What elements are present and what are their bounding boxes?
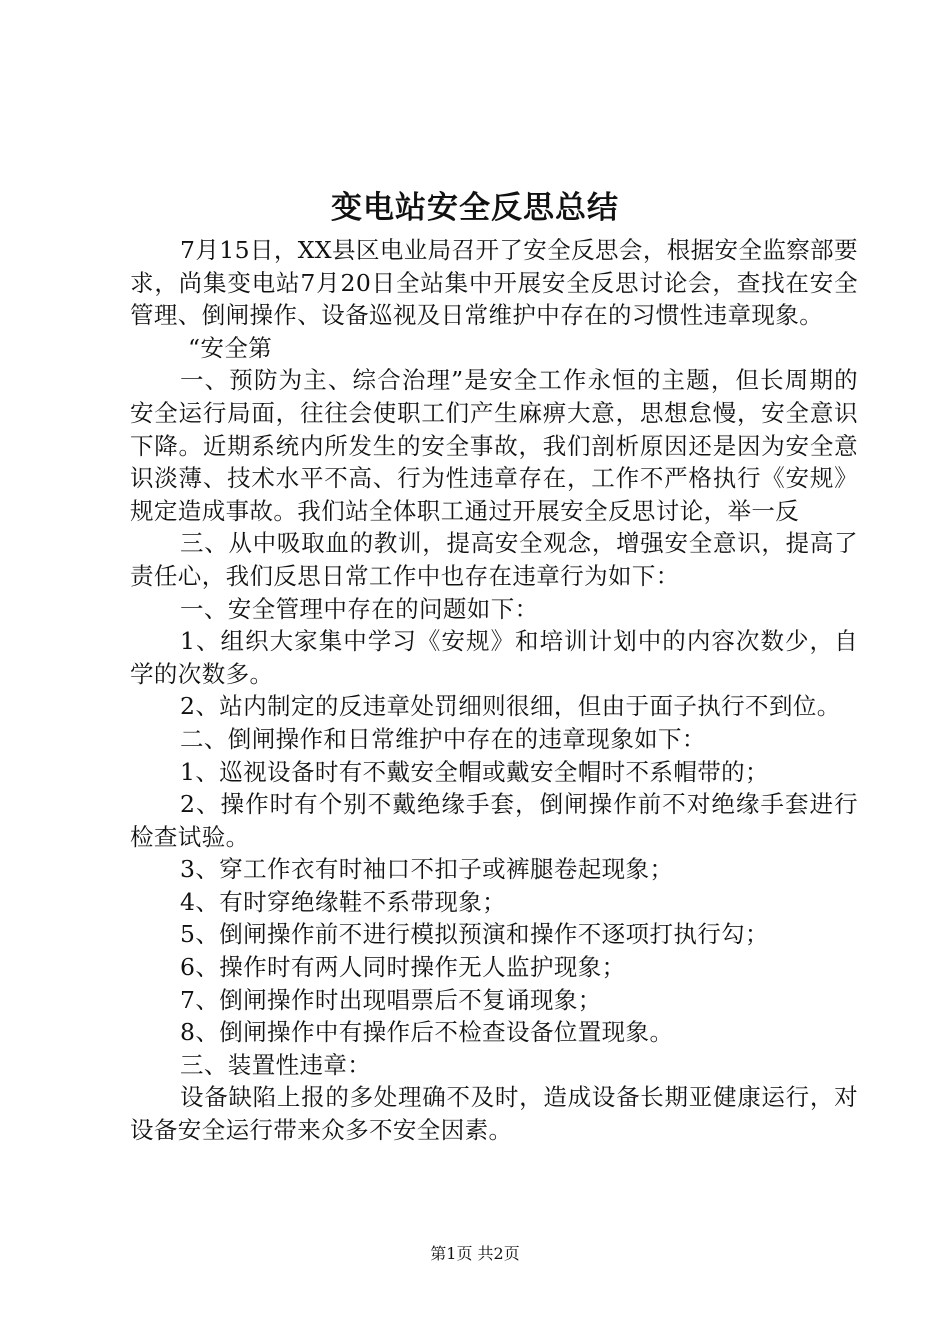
document-title: 变电站安全反思总结 — [331, 190, 619, 226]
paragraph: 设备缺陷上报的多处理确不及时，造成设备长期亚健康运行，对设备安全运行带来众多不安全因素。 — [130, 1083, 858, 1145]
paragraph: 二、倒闸操作和日常维护中存在的违章现象如下： — [180, 724, 706, 753]
document-body — [130, 234, 858, 1147]
paragraph: 3、穿工作衣有时袖口不扣子或裤腿卷起现象； — [180, 855, 674, 884]
paragraph: 一、预防为主、综合治理”是安全工作永恒的主题，但长周期的安全运行局面，往往会使职工们产生麻痹大意，思想怠慢，安全意识下降。近期系统内所发生的安全事故，我们剖析原因还是因为安全意识淡薄、技术水平不高、行为性违章存在，工作不严格执行《安规》规定造成事故。我们站全体职工通过开展安全反思讨论，举一反 — [130, 366, 858, 525]
paragraph: 一、安全管理中存在的问题如下： — [180, 594, 539, 623]
paragraph: “安全第 — [188, 333, 273, 362]
paragraph: 7、倒闸操作时出现唱票后不复诵现象； — [180, 985, 602, 1014]
page-footer: 第1页 共2页 — [430, 1244, 520, 1263]
paragraph: 三、装置性违章： — [180, 1050, 372, 1079]
paragraph: 1、组织大家集中学习《安规》和培训计划中的内容次数少，自学的次数多。 — [130, 627, 858, 688]
paragraph: 8、倒闸操作中有操作后不检查设备位置现象。 — [180, 1018, 674, 1047]
paragraph: 2、站内制定的反违章处罚细则很细，但由于面子执行不到位。 — [180, 692, 841, 721]
paragraph: 4、有时穿绝缘鞋不系带现象； — [180, 887, 507, 916]
paragraph: 1、巡视设备时有不戴安全帽或戴安全帽时不系帽带的； — [180, 757, 769, 786]
paragraph: 5、倒闸操作前不进行模拟预演和操作不逐项打执行勾； — [180, 920, 769, 949]
paragraph: 6、操作时有两人同时操作无人监护现象； — [180, 953, 626, 982]
paragraph: 7月15日，XX县区电业局召开了安全反思会，根据安全监察部要求，尚集变电站7月20日全站集中开展安全反思讨论会，查找在安全管理、倒闸操作、设备巡视及日常维护中存在的习惯性违章现象。 — [130, 236, 858, 330]
paragraph: 2、操作时有个别不戴绝缘手套，倒闸操作前不对绝缘手套进行检查试验。 — [130, 790, 858, 851]
paragraph: 三、从中吸取血的教训，提高安全观念，增强安全意识，提高了责任心，我们反思日常工作中也存在违章行为如下： — [130, 529, 858, 590]
